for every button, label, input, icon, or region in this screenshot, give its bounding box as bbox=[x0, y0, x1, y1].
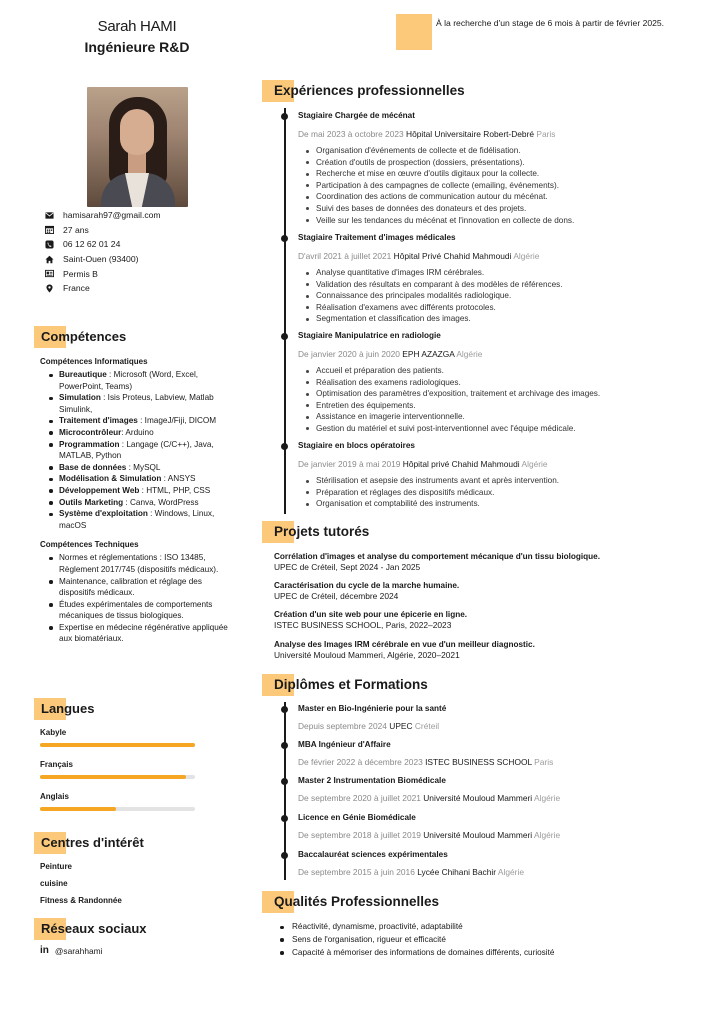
project-item bbox=[274, 609, 694, 631]
experience-bullets bbox=[306, 475, 698, 510]
language-level-bar bbox=[40, 775, 195, 779]
project-title: Analyse des Images IRM cérébrale en vue d'un meilleur diagnostic. bbox=[274, 640, 535, 649]
qualities-list bbox=[278, 921, 698, 959]
list-item: Analyse quantitative d'images IRM cérébrales. bbox=[306, 267, 698, 279]
timeline-dot bbox=[281, 815, 288, 822]
timeline-dot bbox=[281, 742, 288, 749]
calendar-icon bbox=[44, 225, 54, 235]
list-item: Développement Web : HTML, PHP, CSS bbox=[49, 485, 239, 497]
experience-date: De mai 2023 à octobre 2023 Hôpital Universitaire Robert-Debré Paris bbox=[298, 129, 556, 139]
language-item bbox=[40, 790, 240, 811]
list-item: Normes et réglementations : ISO 13485, Règlement 2017/745 (dispositifs médicaux). bbox=[49, 552, 239, 575]
tech-skills-heading: Compétences Techniques bbox=[40, 540, 139, 550]
project-subtitle: UPEC de Créteil, décembre 2024 bbox=[274, 591, 399, 601]
project-item bbox=[274, 551, 694, 573]
project-item bbox=[274, 639, 694, 661]
competences-section bbox=[34, 326, 240, 645]
list-item: Capacité à mémoriser des informations de domaines différents, curiosité bbox=[278, 947, 698, 960]
section-title: Expériences professionnelles bbox=[262, 80, 465, 102]
list-item: Traitement d'images : ImageJ/Fiji, DICOM bbox=[49, 415, 239, 427]
language-level-bar bbox=[40, 743, 195, 747]
language-level-fill bbox=[40, 775, 186, 779]
list-item: Organisation d'événements de collecte et de fidélisation. bbox=[306, 145, 698, 157]
project-subtitle: Université Mouloud Mammeri, Algérie, 2020–2021 bbox=[274, 650, 460, 660]
timeline-dot bbox=[281, 778, 288, 785]
contact-list bbox=[44, 208, 240, 296]
list-item: Assistance en imagerie interventionnelle. bbox=[306, 411, 698, 423]
contact-country bbox=[44, 281, 240, 296]
experience-date: De janvier 2019 à mai 2019 Hôpital privé Chahid Mahmoudi Algérie bbox=[298, 459, 548, 469]
diploma-title: Licence en Génie Biomédicale bbox=[298, 813, 416, 822]
language-level-bar bbox=[40, 807, 195, 811]
project-title: Création d'un site web pour une épicerie en ligne. bbox=[274, 610, 468, 619]
diploma-date: De septembre 2018 à juillet 2019 Université Mouloud Mammeri Algérie bbox=[298, 830, 561, 840]
experience-title: Stagiaire en blocs opératoires bbox=[298, 441, 415, 450]
timeline-dot bbox=[281, 852, 288, 859]
contact-text: 27 ans bbox=[63, 224, 89, 235]
phone-icon bbox=[44, 239, 54, 249]
list-item: Réactivité, dynamisme, proactivité, adaptabilité bbox=[278, 921, 698, 934]
experience-bullets bbox=[306, 365, 698, 435]
contact-phone[interactable] bbox=[44, 237, 240, 252]
diploma-date: De février 2022 à décembre 2023 ISTEC BUSINESS SCHOOL Paris bbox=[298, 757, 554, 767]
diploma-date: De septembre 2020 à juillet 2021 Université Mouloud Mammeri Algérie bbox=[298, 793, 561, 803]
tech-skills-list bbox=[49, 552, 239, 645]
section-title: Projets tutorés bbox=[262, 521, 369, 543]
list-item: Recherche et mise en œuvre d'outils digitaux pour la collecte. bbox=[306, 168, 698, 180]
project-title: Caractérisation du cycle de la marche humaine. bbox=[274, 581, 460, 590]
diploma-item bbox=[298, 739, 698, 768]
list-item: Optimisation des paramètres d'exposition, traitement et archivage des images. bbox=[306, 388, 698, 400]
list-item: Gestion du matériel et suivi post-interventionnel avec l'équipe médicale. bbox=[306, 423, 698, 435]
linkedin-handle: @sarahhami bbox=[54, 945, 103, 956]
experience-timeline bbox=[284, 108, 286, 514]
job-title: Ingénieure R&D bbox=[84, 39, 190, 55]
email-icon bbox=[44, 210, 54, 220]
interest-item: cuisine bbox=[40, 879, 68, 888]
diploma-title: Baccalauréat sciences expérimentales bbox=[298, 850, 448, 859]
list-item: Connaissance des principales modalités radiologique. bbox=[306, 290, 698, 302]
list-item: Organisation et comptabilité des instruments. bbox=[306, 498, 698, 510]
list-item: Bureautique : Microsoft (Word, Excel, PowerPoint, Teams) bbox=[49, 369, 239, 392]
list-item: Accueil et préparation des patients. bbox=[306, 365, 698, 377]
list-item: Base de données : MySQL bbox=[49, 462, 239, 474]
timeline-dot bbox=[281, 443, 288, 450]
candidate-name: Sarah HAMI bbox=[97, 18, 177, 35]
section-title: Centres d'intérêt bbox=[34, 832, 240, 854]
contact-age bbox=[44, 223, 240, 238]
list-item: Segmentation et classification des images. bbox=[306, 313, 698, 325]
list-item: Sens de l'organisation, rigueur et efficacité bbox=[278, 934, 698, 947]
experience-title: Stagiaire Manipulatrice en radiologie bbox=[298, 331, 441, 340]
contact-text: hamisarah97@gmail.com bbox=[63, 210, 161, 221]
timeline-dot bbox=[281, 333, 288, 340]
list-item: Simulation : Isis Proteus, Labview, Matlab Simulink, bbox=[49, 392, 239, 415]
license-icon bbox=[44, 269, 54, 279]
contact-email[interactable] bbox=[44, 208, 240, 223]
list-item: Stérilisation et asepsie des instruments avant et après intervention. bbox=[306, 475, 698, 487]
project-item bbox=[274, 580, 694, 602]
experience-title: Stagiaire Chargée de mécénat bbox=[298, 111, 415, 120]
list-item: Validation des résultats en comparant à des modèles de références. bbox=[306, 279, 698, 291]
info-skills-heading: Compétences Informatiques bbox=[40, 357, 148, 366]
diploma-date: De septembre 2015 à juin 2016 Lycée Chihani Bachir Algérie bbox=[298, 867, 524, 877]
interest-item: Peinture bbox=[40, 862, 73, 871]
contact-text: Permis B bbox=[63, 268, 98, 279]
search-statement: À la recherche d'un stage de 6 mois à partir de février 2025. bbox=[436, 18, 665, 28]
language-item bbox=[40, 726, 240, 747]
experience-bullets bbox=[306, 267, 698, 325]
section-title: Qualités Professionnelles bbox=[262, 891, 439, 913]
experience-date: De janvier 2020 à juin 2020 EPH AZAZGA Algérie bbox=[298, 349, 483, 359]
profile-photo bbox=[87, 87, 188, 207]
language-level-fill bbox=[40, 743, 195, 747]
language-item bbox=[40, 758, 240, 779]
experience-item bbox=[298, 440, 698, 510]
list-item: Création d'outils de prospection (dossiers, présentations). bbox=[306, 157, 698, 169]
list-item: Préparation et réglages des dispositifs médicaux. bbox=[306, 487, 698, 499]
reseaux-section bbox=[34, 918, 240, 956]
diploma-title: Master en Bio-Ingénierie pour la santé bbox=[298, 704, 447, 713]
list-item: Entretien des équipements. bbox=[306, 400, 698, 412]
language-name: Anglais bbox=[40, 792, 69, 801]
linkedin-icon: in bbox=[40, 945, 49, 956]
experience-date: D'avril 2021 à juillet 2021 Hôpital Privé Chahid Mahmoudi Algérie bbox=[298, 251, 540, 261]
home-icon bbox=[44, 254, 54, 264]
list-item: Réalisation des examens radiologiques. bbox=[306, 377, 698, 389]
diploma-date: Depuis septembre 2024 UPEC Créteil bbox=[298, 721, 440, 731]
language-level-fill bbox=[40, 807, 116, 811]
langues-section bbox=[34, 698, 240, 822]
accent-block bbox=[396, 14, 432, 50]
left-column bbox=[34, 18, 240, 956]
list-item: Suivi des bases de données des donateurs et des projets. bbox=[306, 203, 698, 215]
timeline-dot bbox=[281, 706, 288, 713]
section-title: Réseaux sociaux bbox=[34, 918, 240, 940]
list-item: Programmation : Langage (C/C++), Java, MATLAB, Python bbox=[49, 439, 239, 462]
experience-item bbox=[298, 232, 698, 325]
contact-license bbox=[44, 266, 240, 281]
diploma-item bbox=[298, 775, 698, 804]
project-subtitle: UPEC de Créteil, Sept 2024 - Jan 2025 bbox=[274, 562, 421, 572]
list-item: Microcontrôleur: Arduino bbox=[49, 427, 239, 439]
interest-item: Fitness & Randonnée bbox=[40, 896, 122, 905]
language-name: Kabyle bbox=[40, 728, 67, 737]
list-item: Participation à des campagnes de collecte (emailing, événements). bbox=[306, 180, 698, 192]
linkedin-link[interactable] bbox=[40, 945, 240, 956]
experience-bullets bbox=[306, 145, 698, 226]
timeline-dot bbox=[281, 235, 288, 242]
project-title: Corrélation d'images et analyse du comportement mécanique d'un tissu biologique. bbox=[274, 552, 600, 561]
contact-text: 06 12 62 01 24 bbox=[63, 239, 121, 250]
diploma-item bbox=[298, 849, 698, 878]
project-subtitle: ISTEC BUSINESS SCHOOL, Paris, 2022–2023 bbox=[274, 620, 452, 630]
section-title: Diplômes et Formations bbox=[262, 674, 428, 696]
section-title: Langues bbox=[34, 698, 240, 720]
info-skills-list bbox=[49, 369, 239, 531]
list-item: Expertise en médecine régénérative appliquée aux biomatériaux. bbox=[49, 622, 239, 645]
list-item: Réalisation d'examens avec différents protocoles. bbox=[306, 302, 698, 314]
diploma-title: Master 2 Instrumentation Biomédicale bbox=[298, 776, 446, 785]
list-item: Veille sur les tendances du mécénat et l'innovation en collecte de dons. bbox=[306, 215, 698, 227]
language-name: Français bbox=[40, 760, 73, 769]
list-item: Outils Marketing : Canva, WordPress bbox=[49, 497, 239, 509]
list-item: Études expérimentales de comportements mécaniques de tissus biologiques. bbox=[49, 599, 239, 622]
experience-item bbox=[298, 110, 698, 226]
timeline-dot bbox=[281, 113, 288, 120]
list-item: Coordination des actions de communication autour du mécénat. bbox=[306, 191, 698, 203]
list-item: Modélisation & Simulation : ANSYS bbox=[49, 473, 239, 485]
diploma-item bbox=[298, 703, 698, 732]
list-item: Maintenance, calibration et réglage des dispositifs médicaux. bbox=[49, 576, 239, 599]
location-icon bbox=[44, 283, 54, 293]
interets-section bbox=[34, 832, 240, 909]
contact-address bbox=[44, 252, 240, 267]
section-title: Compétences bbox=[34, 326, 240, 348]
diploma-title: MBA Ingénieur d'Affaire bbox=[298, 740, 391, 749]
contact-text: Saint-Ouen (93400) bbox=[63, 254, 139, 265]
experience-title: Stagiaire Traitement d'images médicales bbox=[298, 233, 456, 242]
list-item: Système d'exploitation : Windows, Linux, macOS bbox=[49, 508, 239, 531]
contact-text: France bbox=[63, 283, 90, 294]
diploma-item bbox=[298, 812, 698, 841]
experience-item bbox=[298, 330, 698, 435]
